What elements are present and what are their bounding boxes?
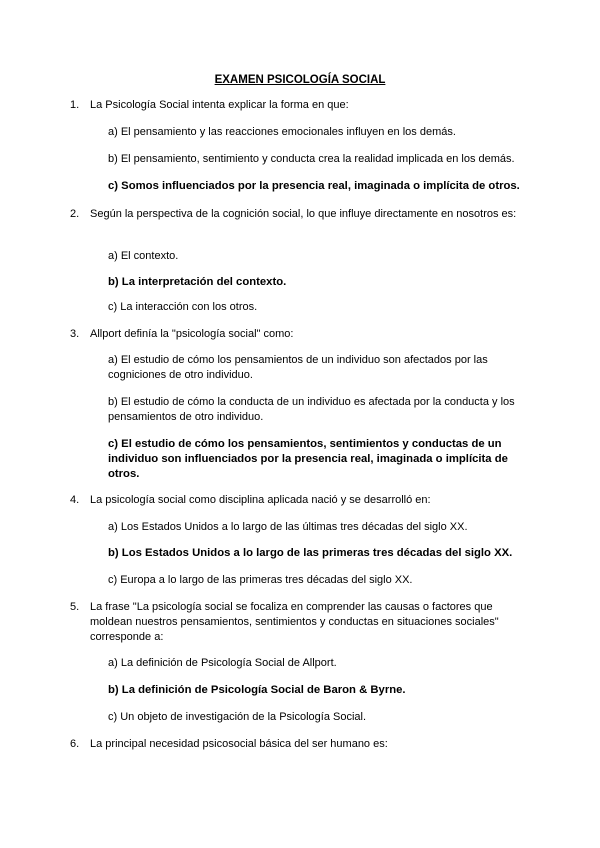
q1-option-a: a) El pensamiento y las reacciones emocionales influyen en los demás. — [108, 126, 456, 138]
question-1 — [70, 98, 530, 113]
q4-option-b-correct: b) Los Estados Unidos a lo largo de las primeras tres décadas del siglo XX. — [108, 547, 513, 559]
question-text: La Psicología Social intenta explicar la forma en que: — [90, 99, 349, 111]
q1-option-b: b) El pensamiento, sentimiento y conducta crea la realidad implicada en los demás. — [108, 153, 515, 165]
question-number: 5. — [70, 601, 80, 613]
question-6 — [70, 737, 530, 752]
question-2 — [70, 207, 530, 222]
question-number: 6. — [70, 738, 80, 750]
q5-option-c: c) Un objeto de investigación de la Psicología Social. — [108, 711, 367, 723]
question-number: 3. — [70, 328, 80, 340]
question-5 — [70, 600, 530, 645]
q5-option-b-correct: b) La definición de Psicología Social de Baron & Byrne. — [108, 684, 406, 696]
q4-option-c: c) Europa a lo largo de las primeras tres décadas del siglo XX. — [108, 574, 413, 586]
question-text: La frase "La psicología social se focaliza en comprender las causas o factores que moldean nuestros pensamientos, sentimientos y conductas en situaciones sociales" corresponde a: — [90, 601, 499, 643]
question-text: Según la perspectiva de la cognición social, lo que influye directamente en nosotros es: — [90, 208, 517, 220]
q5-option-a: a) La definición de Psicología Social de Allport. — [108, 657, 337, 669]
question-number: 1. — [70, 99, 80, 111]
question-text: Allport definía la "psicología social" como: — [90, 328, 294, 340]
question-number: 4. — [70, 494, 80, 506]
q3-option-a: a) El estudio de cómo los pensamientos de un individuo son afectados por las cogniciones de otro individuo. — [108, 354, 488, 381]
q2-option-b-correct: b) La interpretación del contexto. — [108, 276, 287, 288]
q3-option-b: b) El estudio de cómo la conducta de un individuo es afectada por la conducta y los pensamientos de otro individuo. — [108, 396, 515, 423]
question-4 — [70, 493, 530, 508]
q1-option-c-correct: c) Somos influenciados por la presencia real, imaginada o implícita de otros. — [108, 180, 520, 192]
exam-title: EXAMEN PSICOLOGÍA SOCIAL — [214, 74, 386, 86]
q2-option-c: c) La interacción con los otros. — [108, 301, 258, 313]
q2-option-a: a) El contexto. — [108, 250, 179, 262]
q3-option-c-correct: c) El estudio de cómo los pensamientos, sentimientos y conductas de un individuo son influenciados por la presencia real, imaginada o implícita de otros. — [108, 438, 508, 480]
question-text: La psicología social como disciplina aplicada nació y se desarrolló en: — [90, 494, 431, 506]
q4-option-a: a) Los Estados Unidos a lo largo de las últimas tres décadas del siglo XX. — [108, 521, 468, 533]
question-3 — [70, 327, 530, 342]
question-number: 2. — [70, 208, 80, 220]
question-text: La principal necesidad psicosocial básica del ser humano es: — [90, 738, 388, 750]
